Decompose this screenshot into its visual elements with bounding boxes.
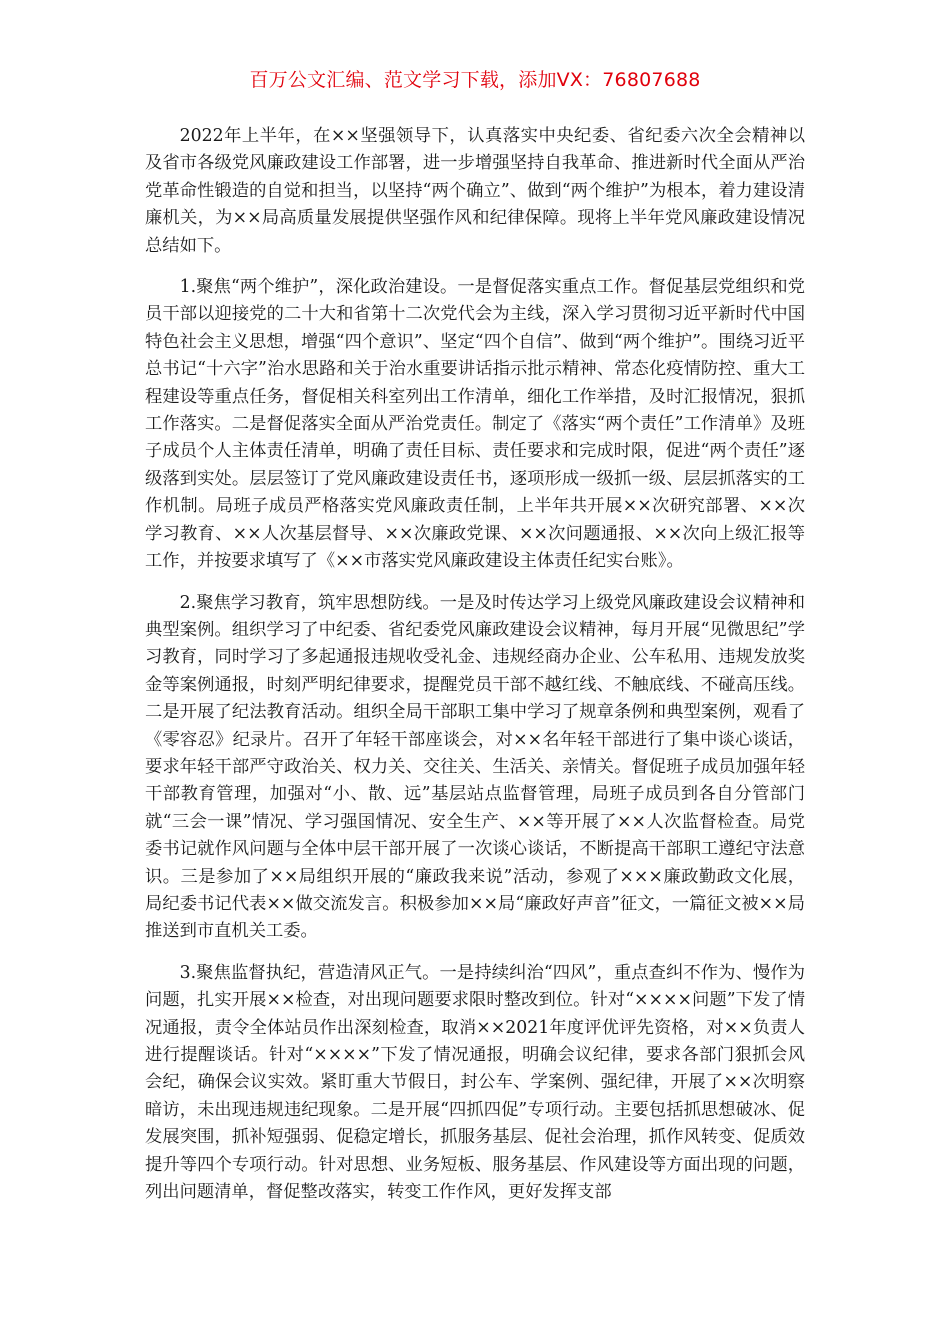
section-3-paragraph: 3.聚焦监督执纪，营造清风正气。一是持续纠治“四风”，重点查纠不作为、慢作为问题，扎实开展××检查，对出现问题要求限时整改到位。针对“××××问题”下发了情况通报，责令全体站员作出深刻检查，取消××2021年度评优评先资格，对××负责人进行提醒谈话。针对“××××”下发了情况通报，明确会议纪律，要求各部门狠抓会风会纪，确保会议实效。紧盯重大节假日，封公车、学案例、强纪律，开展了××次明察暗访，未出现违规违纪现象。二是开展“四抓四促”专项行动。主要包括抓思想破冰、促发展突围，抓补短强弱、促稳定增长，抓服务基层、促社会治理，抓作风转变、促质效提升等四个专项行动。针对思想、业务短板、服务基层、作风建设等方面出现的问题，列出问题清单，督促整改落实，转变工作作风，更好发挥支部 (145, 962, 805, 1203)
intro-paragraph: 2022年上半年，在××坚强领导下，认真落实中央纪委、省纪委六次全会精神以及省市各级党风廉政建设工作部署，进一步增强坚持自我革命、推进新时代全面从严治党革命性锻造的自觉和担当，以坚持“两个确立”、做到“两个维护”为根本，着力建设清廉机关，为××局高质量发展提供坚强作风和纪律保障。现将上半年党风廉政建设情况总结如下。 (145, 126, 805, 256)
section-1-paragraph: 1.聚焦“两个维护”，深化政治建设。一是督促落实重点工作。督促基层党组织和党员干部以迎接党的二十大和省第十二次党代会为主线，深入学习贯彻习近平新时代中国特色社会主义思想，增强“四个意识”、坚定“四个自信”、做到“两个维护”。围绕习近平总书记“十六字”治水思路和关于治水重要讲话指示批示精神、常态化疫情防控、重大工程建设等重点任务，督促相关科室列出工作清单，细化工作举措，及时汇报情况，狠抓工作落实。二是督促落实全面从严治党责任。制定了《落实“两个责任”工作清单》及班子成员个人主体责任清单，明确了责任目标、责任要求和完成时限，促进“两个责任”逐级落到实处。层层签订了党风廉政建设责任书，逐项形成一级抓一级、层层抓落实的工作机制。局班子成员严格落实党风廉政责任制，上半年共开展××次研究部署、××次学习教育、××人次基层督导、××次廉政党课、××次问题通报、××次向上级汇报等工作，并按要求填写了《××市落实党风廉政建设主体责任纪实台账》。 (145, 277, 805, 572)
document-body (145, 123, 805, 1220)
section-2-paragraph: 2.聚焦学习教育，筑牢思想防线。一是及时传达学习上级党风廉政建设会议精神和典型案例。组织学习了中纪委、省纪委党风廉政建设会议精神，每月开展“见微思纪”学习教育，同时学习了多起通报违规收受礼金、违规经商办企业、公车私用、违规发放奖金等案例通报，时刻严明纪律要求，提醒党员干部不越红线、不触底线、不碰高压线。二是开展了纪法教育活动。组织全局干部职工集中学习了规章条例和典型案例，观看了《零容忍》纪录片。召开了年轻干部座谈会，对××名年轻干部进行了集中谈心谈话，要求年轻干部严守政治关、权力关、交往关、生活关、亲情关。督促班子成员加强年轻干部教育管理，加强对“小、散、远”基层站点监督管理，局班子成员到各自分管部门就“三会一课”情况、学习强国情况、安全生产、××等开展了××人次监督检查。局党委书记就作风问题与全体中层干部开展了一次谈心谈话，不断提高干部职工遵纪守法意识。三是参加了××局组织开展的“廉政我来说”活动，参观了×××廉政勤政文化展，局纪委书记代表××做交流发言。积极参加××局“廉政好声音”征文，一篇征文被××局推送到市直机关工委。 (145, 592, 805, 942)
download-banner: 百万公文汇编、范文学习下载，添加VX：76807688 (249, 69, 701, 91)
